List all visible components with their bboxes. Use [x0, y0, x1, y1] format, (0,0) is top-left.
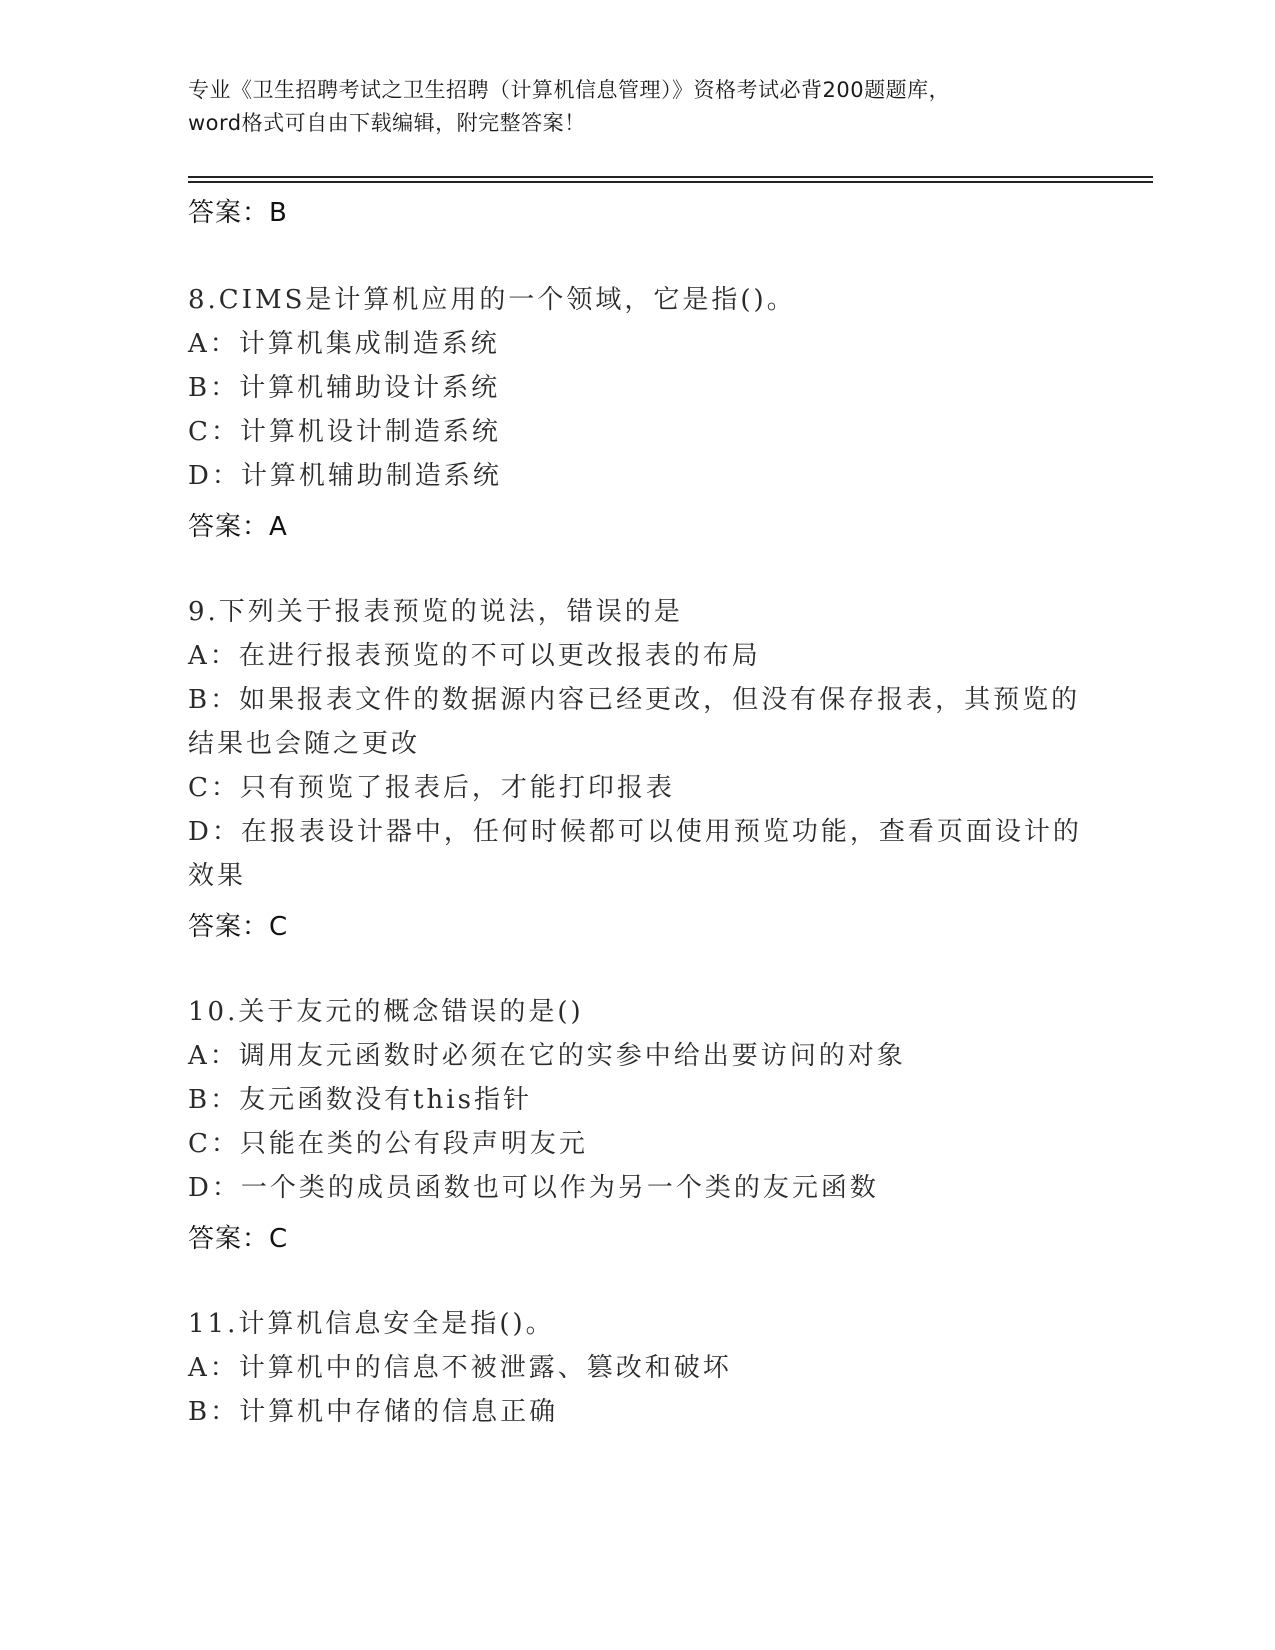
header-line-1: 专业《卫生招聘考试之卫生招聘（计算机信息管理）》资格考试必背200题题库， — [188, 78, 951, 102]
header-rule-bottom — [188, 181, 1153, 183]
question-8-option-b: B：计算机辅助设计系统 — [188, 373, 501, 403]
question-10-stem: 10.关于友元的概念错误的是() — [188, 997, 584, 1027]
answer-q10: 答案：C — [188, 1224, 289, 1254]
question-8-stem: 8.CIMS是计算机应用的一个领域，它是指()。 — [188, 285, 796, 315]
question-8-option-c: C：计算机设计制造系统 — [188, 417, 501, 447]
question-9-option-c: C：只有预览了报表后，才能打印报表 — [188, 773, 675, 803]
question-9-option-a: A：在进行报表预览的不可以更改报表的布局 — [188, 641, 761, 671]
answer-q8: 答案：A — [188, 512, 288, 542]
question-10-option-c: C：只能在类的公有段声明友元 — [188, 1129, 588, 1159]
document-header — [188, 74, 1088, 140]
question-11-option-a: A：计算机中的信息不被泄露、篡改和破坏 — [188, 1353, 732, 1383]
question-11-option-b: B：计算机中存储的信息正确 — [188, 1397, 559, 1427]
question-10-option-d: D：一个类的成员函数也可以作为另一个类的友元函数 — [188, 1173, 879, 1203]
question-11-stem: 11.计算机信息安全是指()。 — [188, 1309, 555, 1339]
question-8-option-a: A：计算机集成制造系统 — [188, 329, 500, 359]
answer-q9: 答案：C — [188, 912, 289, 942]
header-line-2: word格式可自由下载编辑，附完整答案！ — [188, 111, 586, 135]
question-9-option-b: B：如果报表文件的数据源内容已经更改，但没有保存报表，其预览的 — [188, 685, 1081, 715]
question-9-stem: 9.下列关于报表预览的说法，错误的是 — [188, 597, 683, 627]
question-9-option-b-continued: 结果也会随之更改 — [188, 729, 421, 759]
question-10-option-b: B：友元函数没有this指针 — [188, 1085, 532, 1115]
answer-q7: 答案：B — [188, 198, 288, 228]
header-rule-top — [188, 176, 1153, 178]
question-9-option-d: D：在报表设计器中，任何时候都可以使用预览功能，查看页面设计的 — [188, 817, 1082, 847]
question-10-option-a: A：调用友元函数时必须在它的实参中给出要访问的对象 — [188, 1041, 906, 1071]
question-8-option-d: D：计算机辅助制造系统 — [188, 461, 502, 491]
question-9-option-d-continued: 效果 — [188, 861, 247, 891]
